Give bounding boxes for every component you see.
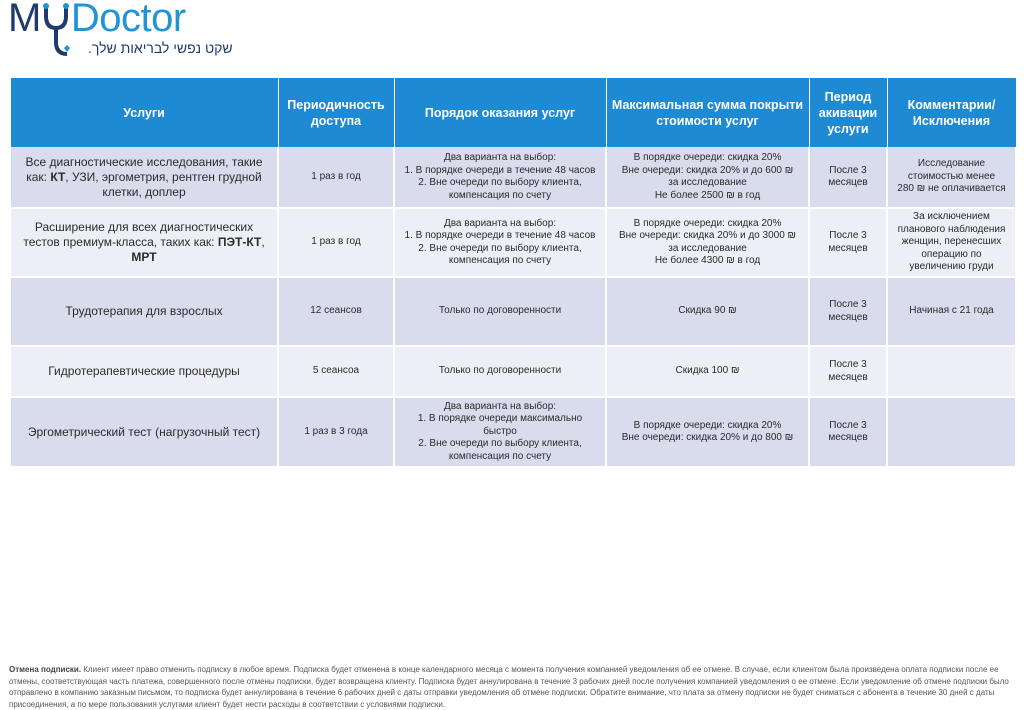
header-comments: Комментарии/ Исключения	[887, 78, 1016, 147]
coverage-cell: В порядке очереди: скидка 20% Вне очереди: скидка 20% и до 3000 ₪ за исследование Не более 4300 ₪ в год	[606, 208, 809, 277]
activation-cell: После 3 месяцев	[809, 277, 887, 346]
order-cell: Только по договоренности	[394, 346, 606, 397]
frequency-cell: 1 раз в год	[278, 208, 394, 277]
comments-cell	[887, 346, 1016, 397]
service-cell: Гидротерапевтические процедуры	[10, 346, 278, 397]
cancellation-note	[9, 664, 1017, 710]
logo-wordmark	[8, 0, 186, 42]
order-cell: Два варианта на выбор: 1. В порядке очереди в течение 48 часов 2. Вне очереди по выбору клиента, компенсация по счету	[394, 208, 606, 277]
table-row	[10, 147, 1016, 208]
service-cell: Эргометрический тест (нагрузочный тест)	[10, 397, 278, 467]
header-activation: Период акивации услуги	[809, 78, 887, 147]
header-order: Порядок оказания услуг	[394, 78, 606, 147]
activation-cell: После 3 месяцев	[809, 397, 887, 467]
comments-cell: За исключением планового наблюдения женщин, перенесших операцию по увеличению груди	[887, 208, 1016, 277]
service-cell: Расширение для всех диагностических тестов премиум-класса, таких как: ПЭТ-КТ, МРТ	[10, 208, 278, 277]
activation-cell: После 3 месяцев	[809, 346, 887, 397]
activation-cell: После 3 месяцев	[809, 147, 887, 208]
coverage-cell: Скидка 90 ₪	[606, 277, 809, 346]
order-cell: Два варианта на выбор: 1. В порядке очереди в течение 48 часов 2. Вне очереди по выбору клиента, компенсация по счету	[394, 147, 606, 208]
services-table	[9, 78, 1017, 468]
logo-letter-y-icon	[41, 0, 71, 42]
header-services: Услуги	[10, 78, 278, 147]
table-row	[10, 277, 1016, 346]
coverage-cell: В порядке очереди: скидка 20% Вне очереди: скидка 20% и до 600 ₪ за исследование Не более 2500 ₪ в год	[606, 147, 809, 208]
table-row	[10, 208, 1016, 277]
coverage-cell: В порядке очереди: скидка 20% Вне очереди: скидка 20% и до 800 ₪	[606, 397, 809, 467]
service-cell: Все диагностические исследования, такие как: КТ, УЗИ, эргометрия, рентген грудной клетки, доплер	[10, 147, 278, 208]
logo-tagline: שקט נפשי לבריאות שלך.	[88, 40, 233, 56]
table-header-row	[10, 78, 1016, 147]
logo-name-rest: Doctor	[70, 0, 186, 40]
cancellation-title: Отмена подписки.	[9, 665, 82, 674]
frequency-cell: 5 сеансоа	[278, 346, 394, 397]
table-row	[10, 346, 1016, 397]
order-cell: Только по договоренности	[394, 277, 606, 346]
activation-cell: После 3 месяцев	[809, 208, 887, 277]
cancellation-text: Клиент имеет право отменить подписку в любое время. Подписка будет отменена в конце календарного месяца с момента получения компанией уведомления об ее отмене. В случае, если клиентом была произведена оплата подписки после ее отмены, соответствующая часть платежа, совершенного после отмены подписки, будет возвращена клиенту. Подписка будет аннулирована в течение 3 рабочих дней после получения компанией уведомления о ее отмене. Если уведомление об отмене подписки было отправлено в компанию заказным письмом, то подписка будет аннулирована в течение 6 рабочих дней с даты отправки уведомления об отмене подписки. Обратите внимание, что плата за отмену подписки не будет сниматься с абонента в течение 30 дней с даты присоединения, а по мере пользования услугами клиент будет нести расходы в соответствии с условиями подписки.	[9, 665, 1009, 709]
comments-cell: Начиная с 21 года	[887, 277, 1016, 346]
coverage-cell: Скидка 100 ₪	[606, 346, 809, 397]
frequency-cell: 1 раз в 3 года	[278, 397, 394, 467]
comments-cell: Исследование стоимостью менее 280 ₪ не оплачивается	[887, 147, 1016, 208]
frequency-cell: 12 сеансов	[278, 277, 394, 346]
frequency-cell: 1 раз в год	[278, 147, 394, 208]
header-frequency: Периодичность доступа	[278, 78, 394, 147]
comments-cell	[887, 397, 1016, 467]
order-cell: Два варианта на выбор: 1. В порядке очереди максимально быстро 2. Вне очереди по выбору клиента, компенсация по счету	[394, 397, 606, 467]
header-coverage: Максимальная сумма покрыти стоимости услуг	[606, 78, 809, 147]
brand-logo	[8, 0, 238, 70]
service-cell: Трудотерапия для взрослых	[10, 277, 278, 346]
table-row	[10, 397, 1016, 467]
logo-letter-m: M	[8, 0, 41, 40]
